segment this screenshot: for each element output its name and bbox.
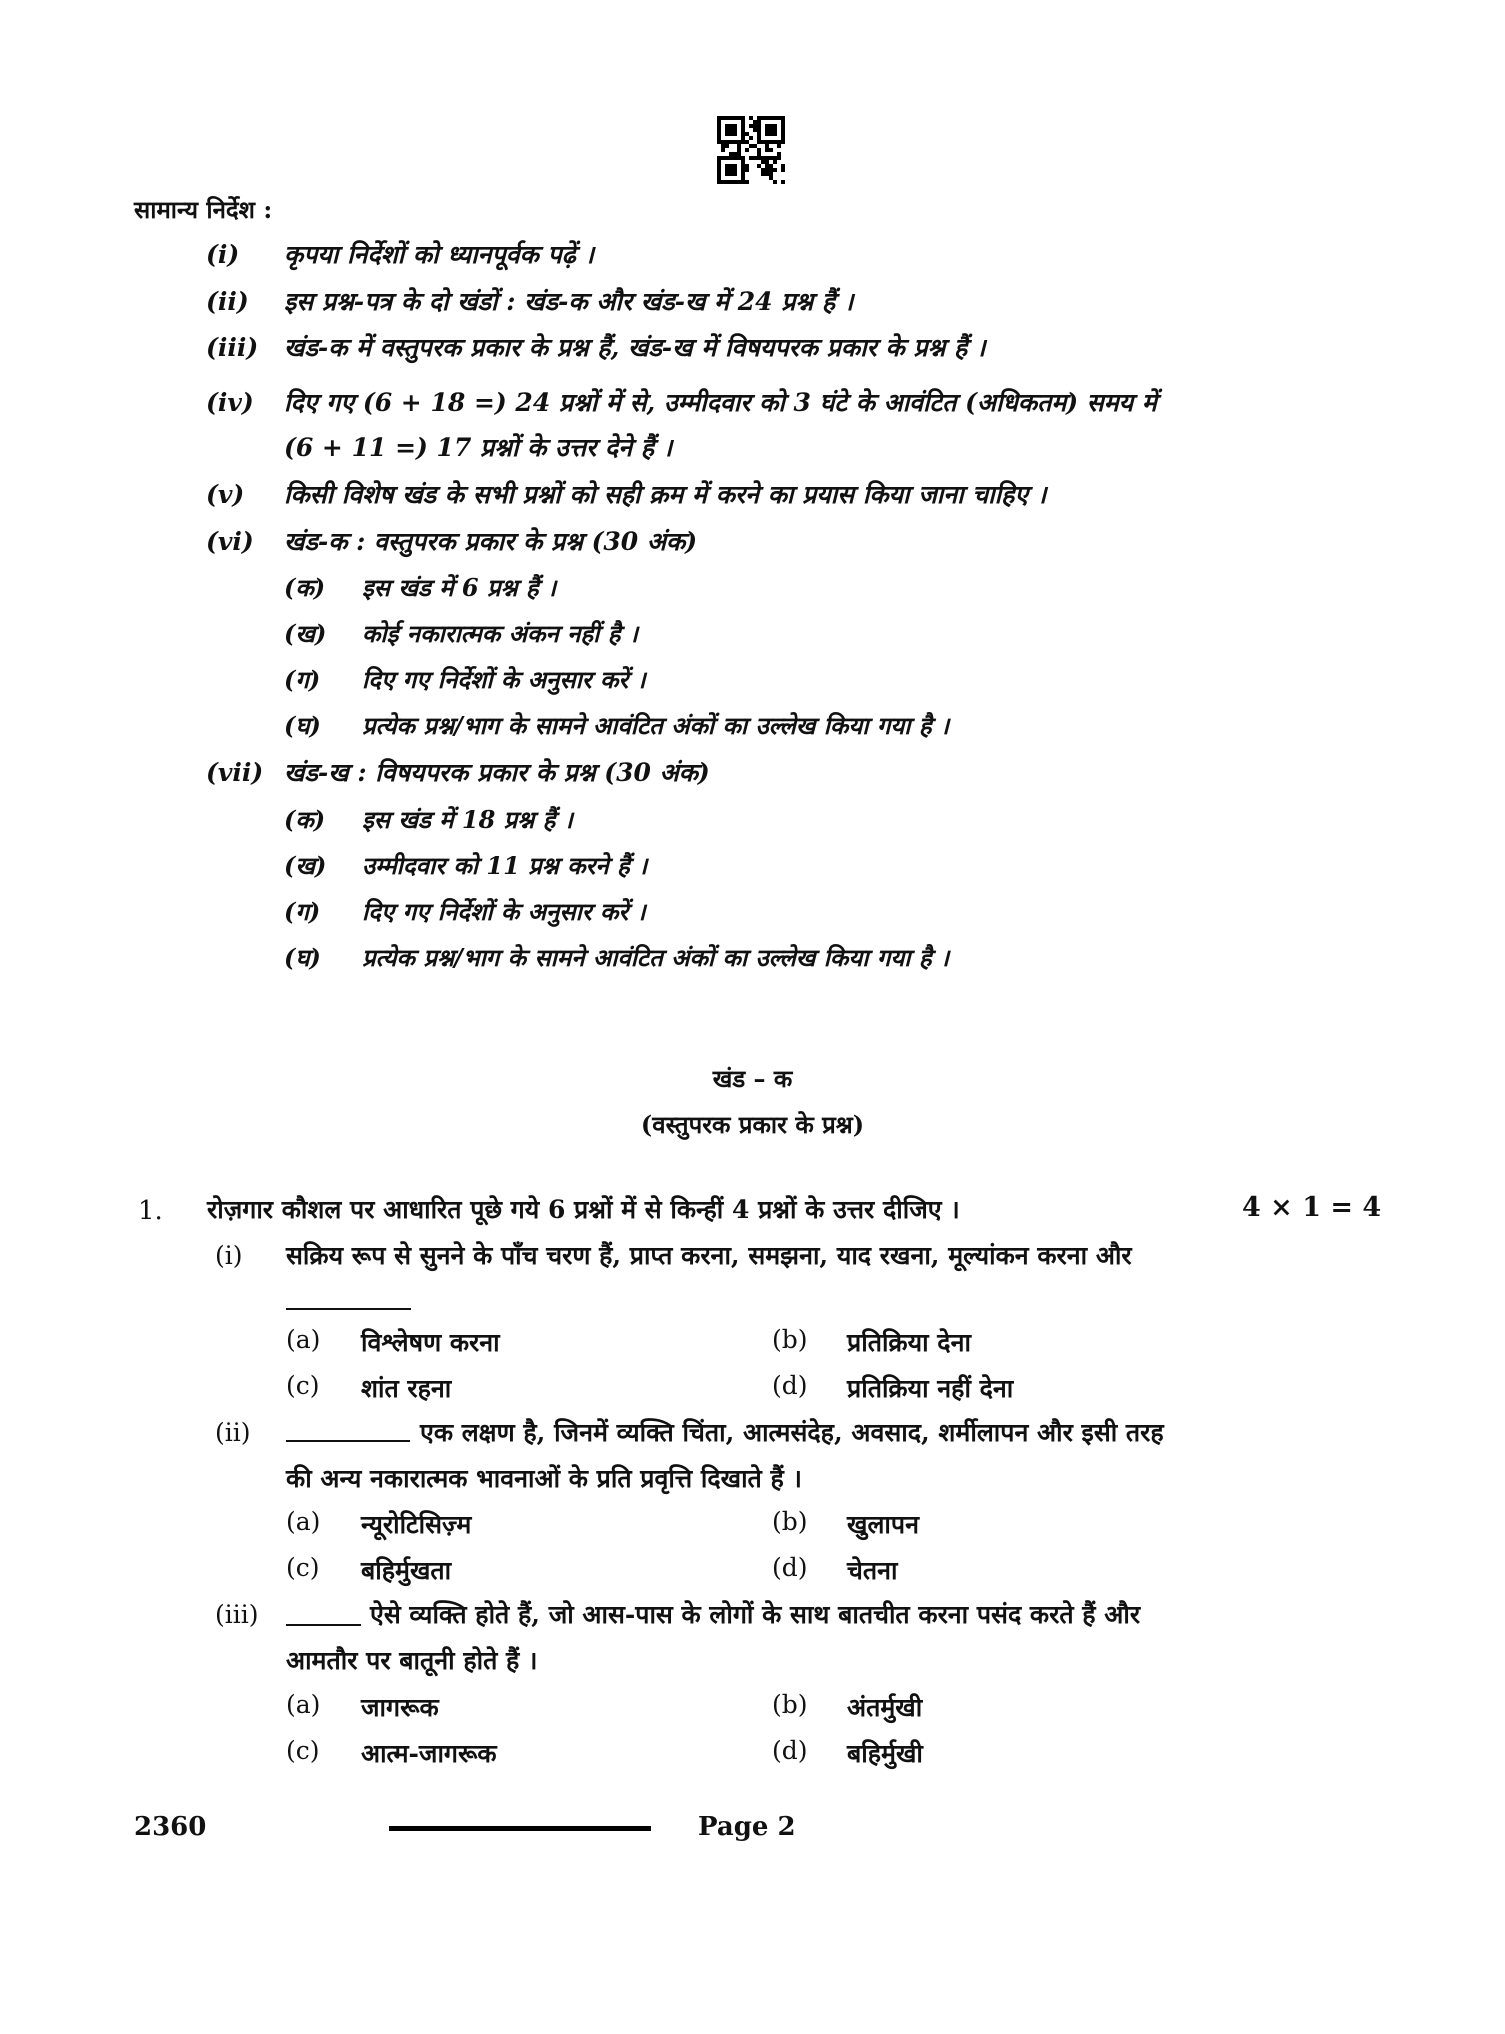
- subitem-number: (ग): [284, 897, 321, 926]
- subitem-text: इस खंड में 6 प्रश्न हैं ।: [362, 573, 557, 602]
- subitem-number: (क): [284, 573, 326, 602]
- part-text: ऐसे व्यक्ति होते हैं, जो आस-पास के लोगों के साथ बातचीत करना पसंद करते हैं और: [370, 1600, 1141, 1629]
- option-text: प्रतिक्रिया देना: [847, 1328, 971, 1357]
- instruction-text: (6 + 11 =) 17 प्रश्नों के उत्तर देने हैं ।: [284, 433, 673, 462]
- general-instructions-title: सामान्य निर्देश :: [134, 195, 273, 224]
- answer-blank: [286, 1308, 411, 1310]
- option-text: आत्म-जागरूक: [361, 1739, 497, 1768]
- option-label: (a): [286, 1507, 321, 1536]
- option-text: खुलापन: [847, 1510, 919, 1539]
- instruction-text: खंड-क में वस्तुपरक प्रकार के प्रश्न हैं, खंड-ख में विषयपरक प्रकार के प्रश्न हैं ।: [284, 333, 986, 362]
- subitem-number: (क): [284, 805, 326, 834]
- paper-code: 2360: [134, 1812, 207, 1842]
- question-text: रोज़गार कौशल पर आधारित पूछे गये 6 प्रश्नों में से किन्हीं 4 प्रश्नों के उत्तर दीजिए ।: [207, 1195, 960, 1224]
- option-label: (a): [286, 1325, 321, 1354]
- instruction-text: किसी विशेष खंड के सभी प्रश्नों को सही क्रम में करने का प्रयास किया जाना चाहिए ।: [284, 480, 1047, 509]
- qr-code-icon: [717, 116, 785, 184]
- subitem-text: प्रत्येक प्रश्न/भाग के सामने आवंटित अंकों का उल्लेख किया गया है ।: [362, 711, 950, 740]
- option-text: न्यूरोटिसिज़्म: [361, 1510, 472, 1539]
- part-number: (iii): [215, 1600, 259, 1629]
- subitem-number: (घ): [284, 943, 321, 972]
- part-number: (ii): [215, 1418, 251, 1447]
- instruction-text: खंड-ख : विषयपरक प्रकार के प्रश्न (30 अंक): [284, 758, 710, 787]
- option-label: (c): [286, 1371, 320, 1400]
- instruction-number: (ii): [206, 287, 249, 316]
- option-label: (d): [772, 1371, 808, 1400]
- option-label: (a): [286, 1690, 321, 1719]
- instruction-number: (v): [206, 480, 245, 509]
- instruction-number: (vi): [206, 527, 254, 556]
- option-text: शांत रहना: [361, 1374, 452, 1403]
- subitem-text: प्रत्येक प्रश्न/भाग के सामने आवंटित अंकों का उल्लेख किया गया है ।: [362, 943, 950, 972]
- instruction-text: कृपया निर्देशों को ध्यानपूर्वक पढ़ें ।: [284, 240, 594, 269]
- option-label: (c): [286, 1736, 320, 1765]
- instruction-text: दिए गए (6 + 18 =) 24 प्रश्नों में से, उम्मीदवार को 3 घंटे के आवंटित (अधिकतम) समय में: [284, 388, 1157, 417]
- part-text-continued: आमतौर पर बातूनी होते हैं ।: [286, 1646, 538, 1675]
- option-label: (c): [286, 1553, 320, 1582]
- question-marks: 4 × 1 = 4: [1242, 1192, 1382, 1223]
- instruction-number: (vii): [206, 758, 264, 787]
- subitem-text: इस खंड में 18 प्रश्न हैं ।: [362, 805, 573, 834]
- subitem-number: (ख): [284, 619, 327, 648]
- instruction-text: इस प्रश्न-पत्र के दो खंडों : खंड-क और खंड-ख में 24 प्रश्न हैं ।: [284, 287, 854, 316]
- instruction-number: (iv): [206, 388, 254, 417]
- subitem-number: (घ): [284, 711, 321, 740]
- option-text: प्रतिक्रिया नहीं देना: [847, 1374, 1014, 1403]
- instruction-number: (iii): [206, 333, 259, 362]
- answer-blank: [286, 1624, 361, 1626]
- option-text: बहिर्मुखी: [847, 1739, 923, 1768]
- option-label: (b): [772, 1507, 808, 1536]
- option-label: (d): [772, 1736, 808, 1765]
- part-text: सक्रिय रूप से सुनने के पाँच चरण हैं, प्राप्त करना, समझना, याद रखना, मूल्यांकन करना और: [286, 1241, 1132, 1270]
- instruction-text: खंड-क : वस्तुपरक प्रकार के प्रश्न (30 अंक): [284, 527, 698, 556]
- option-label: (d): [772, 1553, 808, 1582]
- subitem-text: कोई नकारात्मक अंकन नहीं है ।: [362, 619, 638, 648]
- subitem-number: (ग): [284, 665, 321, 694]
- option-text: जागरूक: [361, 1693, 439, 1722]
- question-number: 1.: [138, 1196, 163, 1226]
- option-text: बहिर्मुखता: [361, 1556, 452, 1585]
- subitem-text: उम्मीदवार को 11 प्रश्न करने हैं ।: [362, 851, 648, 880]
- part-text-continued: की अन्य नकारात्मक भावनाओं के प्रति प्रवृत्ति दिखाते हैं ।: [286, 1464, 802, 1493]
- section-title: खंड – क: [712, 1064, 793, 1093]
- part-number: (i): [215, 1241, 243, 1270]
- instruction-number: (i): [206, 240, 240, 269]
- option-text: अंतर्मुखी: [847, 1693, 923, 1722]
- part-text: एक लक्षण है, जिनमें व्यक्ति चिंता, आत्मसंदेह, अवसाद, शर्मीलापन और इसी तरह: [420, 1418, 1164, 1447]
- answer-blank: [286, 1440, 410, 1442]
- section-subtitle: (वस्तुपरक प्रकार के प्रश्न): [640, 1110, 865, 1139]
- subitem-text: दिए गए निर्देशों के अनुसार करें ।: [362, 897, 646, 926]
- option-label: (b): [772, 1325, 808, 1354]
- subitem-text: दिए गए निर्देशों के अनुसार करें ।: [362, 665, 646, 694]
- footer-divider: [389, 1826, 651, 1831]
- subitem-number: (ख): [284, 851, 327, 880]
- option-label: (b): [772, 1690, 808, 1719]
- page-number: Page 2: [698, 1812, 796, 1842]
- option-text: विश्लेषण करना: [361, 1328, 500, 1357]
- option-text: चेतना: [847, 1556, 898, 1585]
